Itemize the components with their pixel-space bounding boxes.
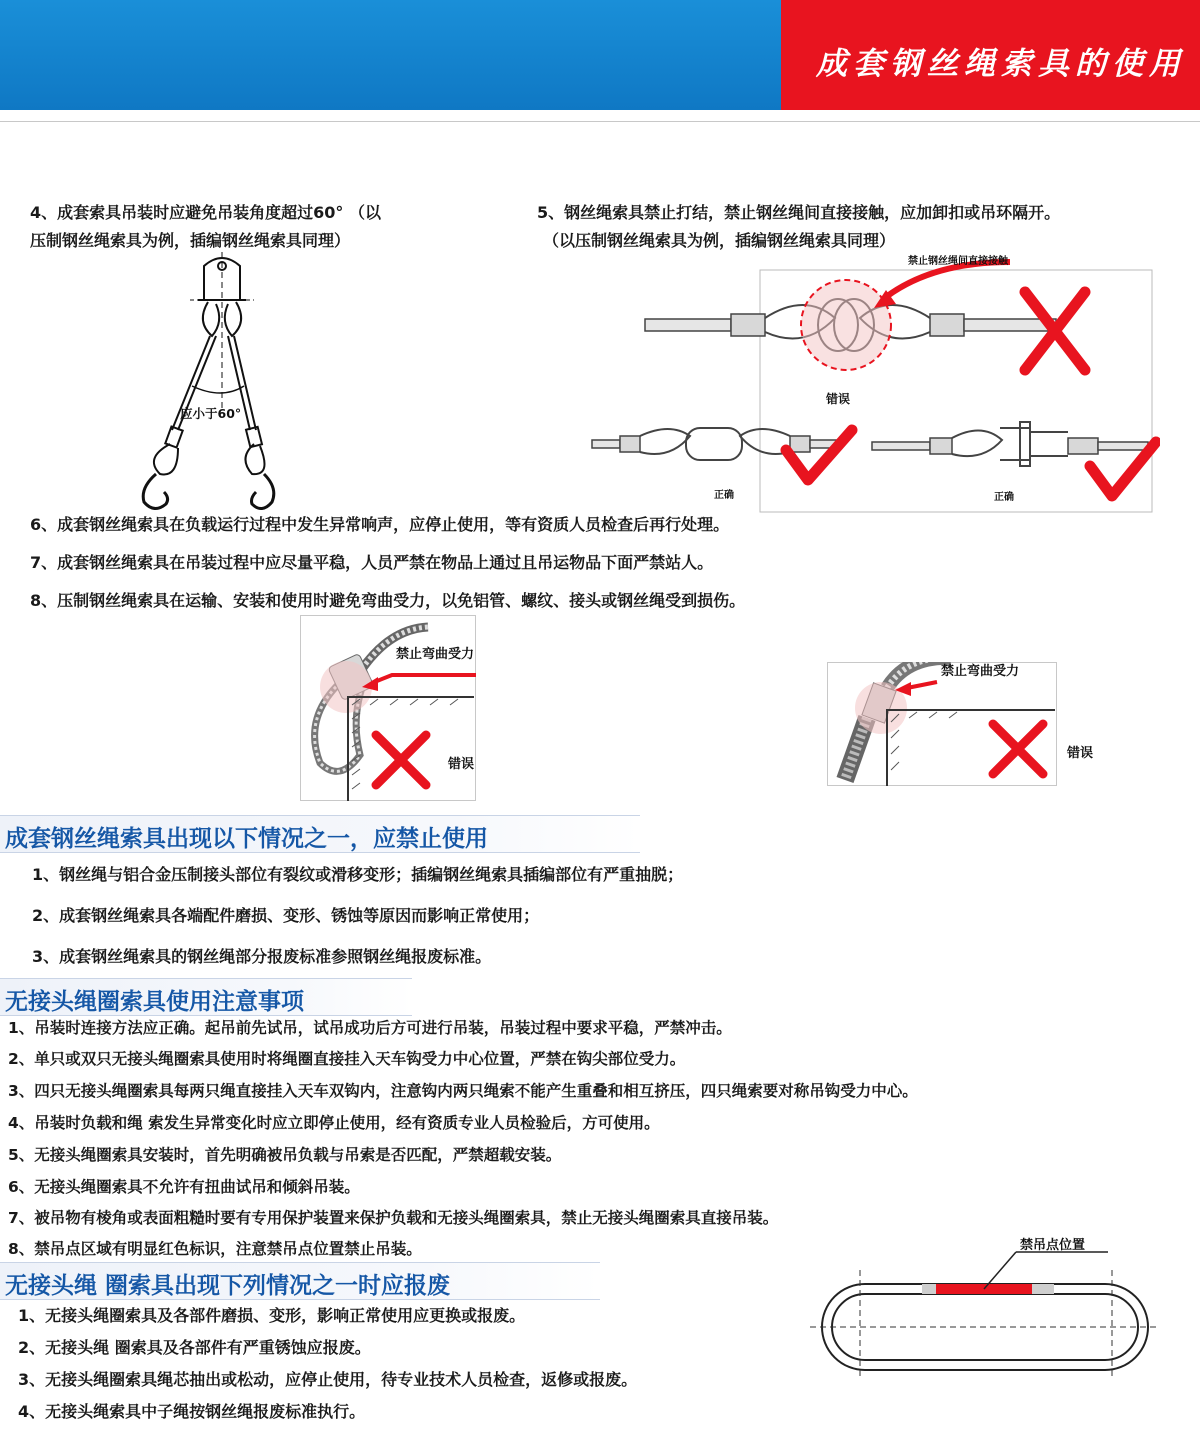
endless-sling-figure <box>800 1232 1170 1378</box>
notes-item-5: 5、无接头绳圈索具安装时，首先明确被吊负载与吊索是否匹配，严禁超载安装。 <box>8 1146 562 1164</box>
prohibited-item-3: 3、成套钢丝绳索具的钢丝绳部分报废标准参照钢丝绳报废标准。 <box>32 947 492 966</box>
forbidden-point-label: 禁吊点位置 <box>1020 1238 1086 1253</box>
notes-item-4: 4、吊装时负载和绳 索发生异常变化时应立即停止使用，经有资质专业人员检验后，方可使用。 <box>8 1114 660 1132</box>
wrong-label-right: 错误 <box>1067 746 1094 761</box>
notes-item-1: 1、吊装时连接方法应正确。起吊前先试吊，试吊成功后方可进行吊装，吊装过程中要求平稳，严禁冲击。 <box>8 1019 732 1037</box>
notes-item-7: 7、被吊物有棱角或表面粗糙时要有专用保护装置来保护负载和无接头绳圈索具，禁止无接头绳圈索具直接吊装。 <box>8 1209 779 1227</box>
scrap-item-2: 2、无接头绳 圈索具及各部件有严重锈蚀应报废。 <box>18 1338 371 1357</box>
section-header-notes <box>0 978 412 1016</box>
section-title-prohibited: 成套钢丝绳索具出现以下情况之一，应禁止使用 <box>5 826 488 852</box>
bend-label-right: 禁止弯曲受力 <box>941 664 1020 679</box>
header-divider <box>0 121 1200 122</box>
two-leg-sling-figure <box>120 252 300 514</box>
scrap-item-1: 1、无接头绳圈索具及各部件磨损、变形，影响正常使用应更换或报废。 <box>18 1306 526 1325</box>
scrap-item-3: 3、无接头绳圈索具绳芯抽出或松动，应停止使用，待专业技术人员检查，返修或报废。 <box>18 1370 638 1389</box>
rule-8: 8、压制钢丝绳索具在运输、安装和使用时避免弯曲受力，以免铝管、螺纹、接头或钢丝绳受到损伤。 <box>30 591 746 610</box>
notes-item-6: 6、无接头绳圈索具不允许有扭曲试吊和倾斜吊装。 <box>8 1178 360 1196</box>
wrong-label-left: 错误 <box>448 757 475 772</box>
notes-item-2: 2、单只或双只无接头绳圈索具使用时将绳圈直接挂入天车钩受力中心位置，严禁在钩尖部位受力。 <box>8 1050 686 1068</box>
section-title-scrap: 无接头绳 圈索具出现下列情况之一时应报废 <box>5 1273 451 1299</box>
scrap-item-4: 4、无接头绳索具中子绳按钢丝绳报废标准执行。 <box>18 1402 366 1421</box>
bend-forbidden-figure-right <box>827 662 1094 786</box>
section-header-scrap <box>0 1262 600 1300</box>
rule-5-line-2: （以压制钢丝绳索具为例，插编钢丝绳索具同理） <box>543 231 896 250</box>
rule-7: 7、成套钢丝绳索具在吊装过程中应尽量平稳，人员严禁在物品上通过且吊运物品下面严禁站人。 <box>30 553 714 572</box>
no-contact-figure <box>590 252 1160 514</box>
page-title: 成套钢丝绳索具的使用 <box>816 46 1186 82</box>
prohibited-item-1: 1、钢丝绳与铝合金压制接头部位有裂纹或滑移变形；插编钢丝绳索具插编部位有严重抽脱； <box>32 865 684 884</box>
notes-item-8: 8、禁吊点区域有明显红色标识，注意禁吊点位置禁止吊装。 <box>8 1240 422 1258</box>
no-contact-label: 禁止钢丝绳间直接接触 <box>908 256 1008 267</box>
section-title-notes: 无接头绳圈索具使用注意事项 <box>5 989 304 1015</box>
section-header-prohibited <box>0 815 640 853</box>
right-label-2: 正确 <box>994 492 1014 503</box>
header-blue-band <box>0 0 781 110</box>
rule-5-line-1: 5、钢丝绳索具禁止打结，禁止钢丝绳间直接接触，应加卸扣或吊环隔开。 <box>537 203 1061 222</box>
bend-label-left: 禁止弯曲受力 <box>396 647 475 662</box>
rule-4-line-1: 4、成套索具吊装时应避免吊装角度超过60° （以 <box>30 203 381 222</box>
rule-6: 6、成套钢丝绳索具在负载运行过程中发生异常响声，应停止使用，等有资质人员检查后再行处理。 <box>30 515 730 534</box>
bend-forbidden-figure-left <box>300 615 476 801</box>
prohibited-item-2: 2、成套钢丝绳索具各端配件磨损、变形、锈蚀等原因而影响正常使用； <box>32 906 540 925</box>
rule-4-line-2: 压制钢丝绳索具为例，插编钢丝绳索具同理） <box>30 231 351 250</box>
notes-item-3: 3、四只无接头绳圈索具每两只绳直接挂入天车双钩内，注意钩内两只绳索不能产生重叠和相互挤压，四只绳索要对称吊钩受力中心。 <box>8 1082 918 1100</box>
angle-label: 应小于60° <box>180 406 242 421</box>
right-label-1: 正确 <box>714 490 734 501</box>
wrong-label: 错误 <box>826 392 851 406</box>
